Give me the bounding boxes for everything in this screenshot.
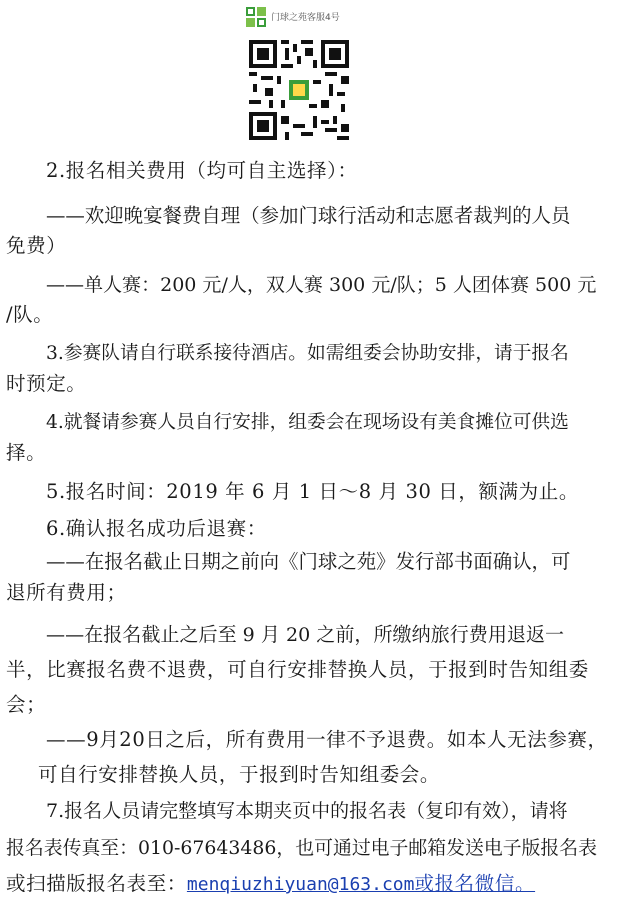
mengqiu-logo-icon (245, 6, 267, 28)
section-2-dinner-line1: ——欢迎晚宴餐费自理（参加门球行活动和志愿者裁判的人员 (46, 204, 571, 227)
section-2-fee-line1: ——单人赛：200 元/人，双人赛 300 元/队；5 人团体赛 500 元 (46, 274, 597, 296)
section-6-after-deadline-line1: ——在报名截止之后至 9 月 20 之前，所缴纳旅行费用退返一 (46, 624, 565, 646)
wechat-qr-code-icon[interactable] (249, 40, 349, 140)
section-2-fee-line2: /队。 (6, 303, 54, 326)
section-7-line3 (6, 871, 535, 898)
section-2-title: 2.报名相关费用（均可自主选择）： (46, 159, 358, 182)
section-3-line2: 时预定。 (6, 372, 87, 395)
section-4-line2: 择。 (6, 441, 47, 464)
section-4-line1: 4.就餐请参赛人员自行安排，组委会在现场设有美食摊位可供选 (46, 412, 569, 433)
section-6-after-deadline-line2: 半，比赛报名费不退费，可自行安排替换人员，于报到时告知组委 (6, 658, 589, 681)
header (0, 0, 625, 150)
section-7-line1: 7.报名人员请完整填写本期夹页中的报名表（复印有效），请将 (46, 800, 568, 822)
section-6-after-deadline-line3: 会； (6, 693, 47, 716)
section-2-dinner-line2: 免费） (6, 234, 67, 257)
account-name: 门球之苑客服4号 (271, 13, 340, 23)
section-6-after-sept20-line1: ——9月20日之后，所有费用一律不予退费。如本人无法参赛， (46, 728, 608, 751)
section-6-after-sept20-line2: 可自行安排替换人员，于报到时告知组委会。 (38, 763, 441, 786)
email-link[interactable]: menqiuzhiyuan@163.com (186, 874, 415, 895)
section-3-line1: 3.参赛队请自行联系接待酒店。如需组委会协助安排，请于报名 (46, 343, 569, 364)
wechat-signup-link[interactable]: 或报名微信。 (414, 872, 536, 895)
section-7-line2: 报名表传真至：010-67643486，也可通过电子邮箱发送电子版报名表 (6, 837, 597, 859)
section-6-title: 6.确认报名成功后退赛： (46, 517, 267, 540)
section-5-line: 5.报名时间：2019 年 6 月 1 日～8 月 30 日，额满为止。 (46, 480, 579, 503)
section-7-line3-prefix: 或扫描版报名表至： (6, 872, 187, 895)
section-6-before-deadline-line1: ——在报名截止日期之前向《门球之苑》发行部书面确认，可 (46, 550, 571, 573)
section-6-before-deadline-line2: 退所有费用； (6, 581, 127, 604)
